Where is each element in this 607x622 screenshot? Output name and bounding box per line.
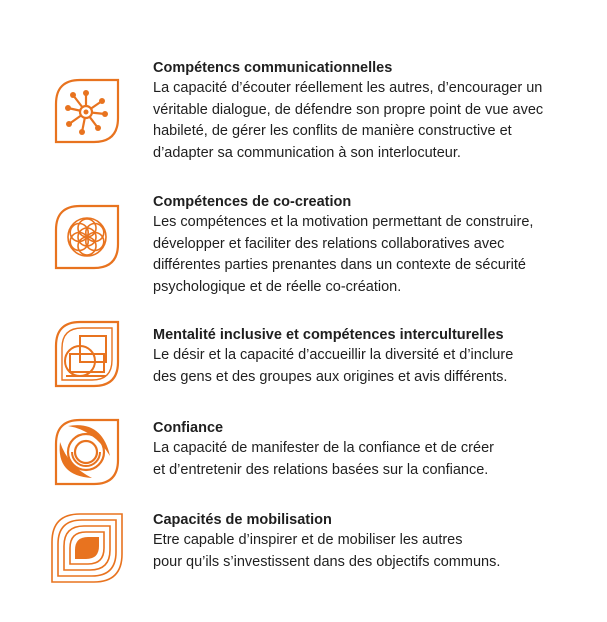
item-description <box>153 438 598 481</box>
desc-line: pour qu’ils s’investissent dans des objectifs communs. <box>153 553 501 570</box>
item-title: Capacités de mobilisation <box>153 512 332 528</box>
crescent-circles-leaf-icon <box>46 412 126 492</box>
desc-line: véritable dialogue, de défendre son propre point de vue avec <box>153 101 544 118</box>
item-title: Compétencs communicationnelles <box>153 60 393 76</box>
item-description <box>153 78 598 164</box>
desc-line: habileté, de gérer les conflits de manière constructive et <box>153 123 512 139</box>
item-description <box>153 212 598 298</box>
desc-line: d’adapter sa communication à son interlocuteur. <box>153 144 461 161</box>
desc-line: Les compétences et la motivation permettant de construire, <box>153 214 534 230</box>
desc-line: La capacité d’écouter réellement les autres, d’encourager un <box>153 80 543 96</box>
item-title: Mentalité inclusive et compétences interculturelles <box>153 327 504 343</box>
desc-line: différentes parties prenantes dans un contexte de sécurité <box>153 257 526 273</box>
network-leaf-icon <box>46 72 126 152</box>
item-description <box>153 345 598 388</box>
desc-line: développer et faciliter des relations collaboratives avec <box>153 235 505 252</box>
flower-of-life-leaf-icon <box>46 198 126 278</box>
desc-line: psychologique et de réelle co-création. <box>153 278 402 295</box>
item-description <box>153 530 598 573</box>
desc-line: Etre capable d’inspirer et de mobiliser les autres <box>153 532 463 548</box>
item-title: Confiance <box>153 420 224 436</box>
desc-line: des gens et des groupes aux origines et avis différents. <box>153 368 508 385</box>
concentric-leaves-icon <box>46 508 126 588</box>
item-title: Compétences de co-creation <box>153 194 352 210</box>
overlapping-shapes-leaf-icon <box>46 314 126 394</box>
desc-line: La capacité de manifester de la confiance et de créer <box>153 440 494 456</box>
desc-line: et d’entretenir des relations basées sur la confiance. <box>153 461 489 478</box>
desc-line: Le désir et la capacité d’accueillir la diversité et d’inclure <box>153 347 514 363</box>
